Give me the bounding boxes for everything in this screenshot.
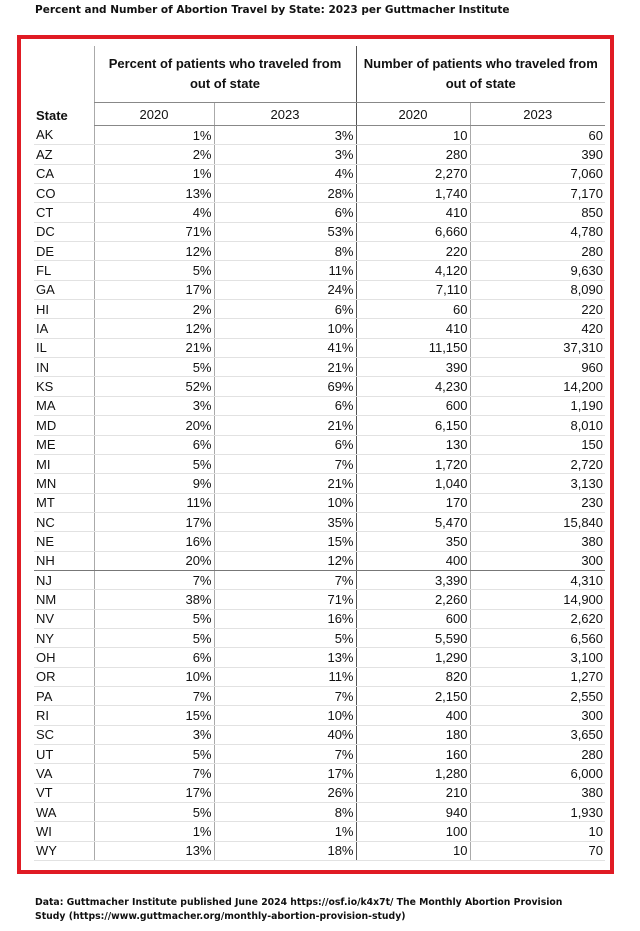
number-2020-cell: 4,120: [356, 261, 470, 280]
number-2020-cell: 2,270: [356, 164, 470, 183]
percent-2020-cell: 17%: [94, 512, 214, 531]
state-cell: MA: [34, 396, 94, 415]
percent-2020-cell: 21%: [94, 338, 214, 357]
state-cell: UT: [34, 745, 94, 764]
percent-2023-cell: 7%: [214, 686, 356, 705]
number-2023-cell: 15,840: [470, 512, 605, 531]
number-2020-cell: 60: [356, 300, 470, 319]
number-2023-cell: 8,010: [470, 416, 605, 435]
table-row: [34, 416, 605, 435]
percent-2023-cell: 28%: [214, 184, 356, 203]
table-row: [34, 222, 605, 241]
number-2023-cell: 9,630: [470, 261, 605, 280]
number-2023-cell: 300: [470, 551, 605, 570]
table-body: [34, 126, 605, 861]
percent-2020-cell: 52%: [94, 377, 214, 396]
state-cell: KS: [34, 377, 94, 396]
percent-2023-cell: 53%: [214, 222, 356, 241]
number-2023-cell: 4,310: [470, 570, 605, 589]
percent-group-header: Percent of patients who traveled from out of state: [94, 46, 356, 103]
number-2020-cell: 3,390: [356, 570, 470, 589]
page-title: Percent and Number of Abortion Travel by State: 2023 per Guttmacher Institute: [35, 4, 510, 16]
table-row: [34, 706, 605, 725]
number-2023-cell: 4,780: [470, 222, 605, 241]
number-2023-cell: 220: [470, 300, 605, 319]
number-2023-cell: 280: [470, 745, 605, 764]
table-row: [34, 203, 605, 222]
number-2023-cell: 70: [470, 841, 605, 860]
percent-2020-cell: 6%: [94, 435, 214, 454]
percent-2023-cell: 3%: [214, 145, 356, 164]
percent-2020-cell: 13%: [94, 841, 214, 860]
state-cell: NH: [34, 551, 94, 570]
state-cell: IN: [34, 358, 94, 377]
percent-2020-cell: 4%: [94, 203, 214, 222]
state-cell: MD: [34, 416, 94, 435]
number-2023-cell: 14,200: [470, 377, 605, 396]
table-row: [34, 648, 605, 667]
state-cell: WY: [34, 841, 94, 860]
percent-2023-cell: 26%: [214, 783, 356, 802]
number-2020-cell: 170: [356, 493, 470, 512]
percent-2023-cell: 16%: [214, 609, 356, 628]
percent-2023-cell: 5%: [214, 628, 356, 647]
number-2020-cell: 1,290: [356, 648, 470, 667]
state-cell: IL: [34, 338, 94, 357]
table-row: [34, 590, 605, 609]
number-2023-cell: 850: [470, 203, 605, 222]
percent-2020-cell: 6%: [94, 648, 214, 667]
percent-2023-cell: 12%: [214, 551, 356, 570]
number-2023-cell: 37,310: [470, 338, 605, 357]
state-cell: PA: [34, 686, 94, 705]
table-row: [34, 609, 605, 628]
percent-2020-cell: 5%: [94, 745, 214, 764]
number-2023-cell: 3,650: [470, 725, 605, 744]
table-row: [34, 551, 605, 570]
percent-2020-cell: 3%: [94, 725, 214, 744]
percent-2023-cell: 71%: [214, 590, 356, 609]
percent-2023-cell: 10%: [214, 706, 356, 725]
state-cell: VA: [34, 764, 94, 783]
percent-2020-cell: 5%: [94, 803, 214, 822]
percent-2020-cell: 17%: [94, 280, 214, 299]
percent-2023-cell: 40%: [214, 725, 356, 744]
number-group-header: Number of patients who traveled from out of state: [356, 46, 605, 103]
percent-2020-cell: 20%: [94, 416, 214, 435]
percent-2020-cell: 3%: [94, 396, 214, 415]
number-2023-cell: 420: [470, 319, 605, 338]
table-row: [34, 667, 605, 686]
state-cell: MT: [34, 493, 94, 512]
number-2023-cell: 2,550: [470, 686, 605, 705]
number-2020-cell: 11,150: [356, 338, 470, 357]
state-cell: ME: [34, 435, 94, 454]
number-2020-cell: 100: [356, 822, 470, 841]
table-row: [34, 164, 605, 183]
number-2020-cell: 10: [356, 841, 470, 860]
number-2023-cell: 1,270: [470, 667, 605, 686]
state-cell: AK: [34, 126, 94, 145]
number-2023-cell: 3,130: [470, 474, 605, 493]
table-row: [34, 454, 605, 473]
number-2020-cell: 400: [356, 706, 470, 725]
state-cell: CT: [34, 203, 94, 222]
percent-2020-cell: 38%: [94, 590, 214, 609]
percent-2023-cell: 21%: [214, 358, 356, 377]
state-cell: CA: [34, 164, 94, 183]
table-row: [34, 242, 605, 261]
table-row: [34, 184, 605, 203]
state-cell: CO: [34, 184, 94, 203]
percent-2023-cell: 17%: [214, 764, 356, 783]
state-cell: VT: [34, 783, 94, 802]
percent-2020-cell: 5%: [94, 454, 214, 473]
percent-2020-cell: 5%: [94, 261, 214, 280]
percent-2023-cell: 10%: [214, 493, 356, 512]
percent-2020-cell: 7%: [94, 764, 214, 783]
state-cell: WI: [34, 822, 94, 841]
percent-2023-cell: 11%: [214, 261, 356, 280]
percent-2020-cell: 5%: [94, 628, 214, 647]
percent-2023-cell: 11%: [214, 667, 356, 686]
number-2023-cell: 2,720: [470, 454, 605, 473]
number-2020-cell: 1,280: [356, 764, 470, 783]
table-row: [34, 493, 605, 512]
percent-2020-cell: 71%: [94, 222, 214, 241]
percent-2020-cell: 2%: [94, 145, 214, 164]
number-2023-cell: 2,620: [470, 609, 605, 628]
number-2023-cell: 960: [470, 358, 605, 377]
number-2023-cell: 3,100: [470, 648, 605, 667]
number-2023-cell: 7,170: [470, 184, 605, 203]
number-2020-cell: 6,150: [356, 416, 470, 435]
percent-2023-cell: 6%: [214, 435, 356, 454]
number-2020-cell: 280: [356, 145, 470, 164]
percent-2020-header: 2020: [94, 103, 214, 126]
percent-2020-cell: 20%: [94, 551, 214, 570]
percent-2023-cell: 13%: [214, 648, 356, 667]
number-2020-cell: 400: [356, 551, 470, 570]
percent-2023-cell: 35%: [214, 512, 356, 531]
state-cell: GA: [34, 280, 94, 299]
number-2020-cell: 160: [356, 745, 470, 764]
number-2020-cell: 4,230: [356, 377, 470, 396]
number-2023-cell: 230: [470, 493, 605, 512]
percent-2020-cell: 12%: [94, 242, 214, 261]
table-row: [34, 532, 605, 551]
state-cell: MI: [34, 454, 94, 473]
table-row: [34, 126, 605, 145]
number-2020-cell: 1,740: [356, 184, 470, 203]
source-note: Data: Guttmacher Institute published June 2024 https://osf.io/k4x7t/ The Monthly Abortion Provision Study (https://www.guttmacher.org/monthly-abortion-provision-study): [35, 897, 563, 922]
table-row: [34, 338, 605, 357]
table-row: [34, 377, 605, 396]
number-2020-cell: 130: [356, 435, 470, 454]
number-2023-cell: 380: [470, 532, 605, 551]
percent-2020-cell: 11%: [94, 493, 214, 512]
number-2020-cell: 1,720: [356, 454, 470, 473]
percent-2020-cell: 7%: [94, 570, 214, 589]
number-2023-cell: 6,560: [470, 628, 605, 647]
number-2020-cell: 410: [356, 203, 470, 222]
number-2020-cell: 820: [356, 667, 470, 686]
number-2023-cell: 380: [470, 783, 605, 802]
number-2020-cell: 7,110: [356, 280, 470, 299]
percent-2020-cell: 5%: [94, 358, 214, 377]
percent-2023-cell: 3%: [214, 126, 356, 145]
number-2020-cell: 2,260: [356, 590, 470, 609]
number-2020-cell: 220: [356, 242, 470, 261]
percent-2020-cell: 15%: [94, 706, 214, 725]
number-2023-cell: 10: [470, 822, 605, 841]
table-row: [34, 435, 605, 454]
number-2020-cell: 600: [356, 609, 470, 628]
number-2020-cell: 5,470: [356, 512, 470, 531]
percent-2023-cell: 18%: [214, 841, 356, 860]
number-2023-cell: 1,190: [470, 396, 605, 415]
table-row: [34, 512, 605, 531]
table-row: [34, 628, 605, 647]
number-2020-cell: 390: [356, 358, 470, 377]
state-cell: OH: [34, 648, 94, 667]
state-cell: NE: [34, 532, 94, 551]
number-2020-cell: 350: [356, 532, 470, 551]
percent-2020-cell: 9%: [94, 474, 214, 493]
table-row: [34, 570, 605, 589]
percent-2020-cell: 17%: [94, 783, 214, 802]
number-2023-cell: 390: [470, 145, 605, 164]
table-row: [34, 358, 605, 377]
number-2020-cell: 1,040: [356, 474, 470, 493]
number-2023-cell: 150: [470, 435, 605, 454]
percent-2023-cell: 15%: [214, 532, 356, 551]
percent-2023-cell: 21%: [214, 416, 356, 435]
table-row: [34, 396, 605, 415]
percent-2023-cell: 1%: [214, 822, 356, 841]
table-frame: [17, 35, 614, 874]
table-row: [34, 803, 605, 822]
number-2023-cell: 280: [470, 242, 605, 261]
percent-2023-cell: 24%: [214, 280, 356, 299]
number-2020-cell: 10: [356, 126, 470, 145]
percent-2020-cell: 1%: [94, 164, 214, 183]
percent-2023-cell: 6%: [214, 300, 356, 319]
percent-2023-cell: 10%: [214, 319, 356, 338]
number-2020-cell: 410: [356, 319, 470, 338]
table-row: [34, 822, 605, 841]
percent-2020-cell: 16%: [94, 532, 214, 551]
number-2020-cell: 6,660: [356, 222, 470, 241]
state-header: State: [36, 107, 68, 123]
table-row: [34, 474, 605, 493]
state-cell: AZ: [34, 145, 94, 164]
state-cell: SC: [34, 725, 94, 744]
percent-2020-cell: 10%: [94, 667, 214, 686]
table-row: [34, 319, 605, 338]
percent-2020-cell: 13%: [94, 184, 214, 203]
percent-2020-cell: 2%: [94, 300, 214, 319]
percent-2023-cell: 8%: [214, 242, 356, 261]
state-cell: DE: [34, 242, 94, 261]
table-row: [34, 280, 605, 299]
number-2020-cell: 5,590: [356, 628, 470, 647]
percent-2023-cell: 6%: [214, 396, 356, 415]
percent-2023-header: 2023: [214, 103, 356, 126]
number-2020-cell: 940: [356, 803, 470, 822]
table-row: [34, 841, 605, 860]
percent-2023-cell: 4%: [214, 164, 356, 183]
number-2023-cell: 300: [470, 706, 605, 725]
percent-2023-cell: 41%: [214, 338, 356, 357]
percent-2023-cell: 7%: [214, 745, 356, 764]
number-2020-header: 2020: [356, 103, 470, 126]
table-row: [34, 300, 605, 319]
number-2023-header: 2023: [470, 103, 605, 126]
table-row: [34, 261, 605, 280]
percent-2020-cell: 7%: [94, 686, 214, 705]
state-cell: DC: [34, 222, 94, 241]
percent-2023-cell: 7%: [214, 454, 356, 473]
state-cell: NC: [34, 512, 94, 531]
number-2020-cell: 2,150: [356, 686, 470, 705]
number-2020-cell: 180: [356, 725, 470, 744]
state-cell: NJ: [34, 570, 94, 589]
number-2023-cell: 6,000: [470, 764, 605, 783]
percent-2020-cell: 12%: [94, 319, 214, 338]
percent-2020-cell: 5%: [94, 609, 214, 628]
percent-2023-cell: 7%: [214, 570, 356, 589]
percent-2023-cell: 6%: [214, 203, 356, 222]
state-cell: RI: [34, 706, 94, 725]
percent-2023-cell: 21%: [214, 474, 356, 493]
state-cell: OR: [34, 667, 94, 686]
state-cell: NY: [34, 628, 94, 647]
percent-2023-cell: 8%: [214, 803, 356, 822]
state-cell: NM: [34, 590, 94, 609]
state-cell: WA: [34, 803, 94, 822]
number-2020-cell: 210: [356, 783, 470, 802]
state-cell: MN: [34, 474, 94, 493]
number-2023-cell: 8,090: [470, 280, 605, 299]
table-row: [34, 725, 605, 744]
percent-2020-cell: 1%: [94, 822, 214, 841]
table-row: [34, 686, 605, 705]
state-cell: HI: [34, 300, 94, 319]
number-2020-cell: 600: [356, 396, 470, 415]
table-row: [34, 783, 605, 802]
state-cell: FL: [34, 261, 94, 280]
state-cell: IA: [34, 319, 94, 338]
number-2023-cell: 7,060: [470, 164, 605, 183]
number-2023-cell: 60: [470, 126, 605, 145]
data-table: [34, 46, 605, 861]
percent-2023-cell: 69%: [214, 377, 356, 396]
table-row: [34, 745, 605, 764]
table-row: [34, 764, 605, 783]
number-2023-cell: 1,930: [470, 803, 605, 822]
state-cell: NV: [34, 609, 94, 628]
number-2023-cell: 14,900: [470, 590, 605, 609]
table-row: [34, 145, 605, 164]
percent-2020-cell: 1%: [94, 126, 214, 145]
